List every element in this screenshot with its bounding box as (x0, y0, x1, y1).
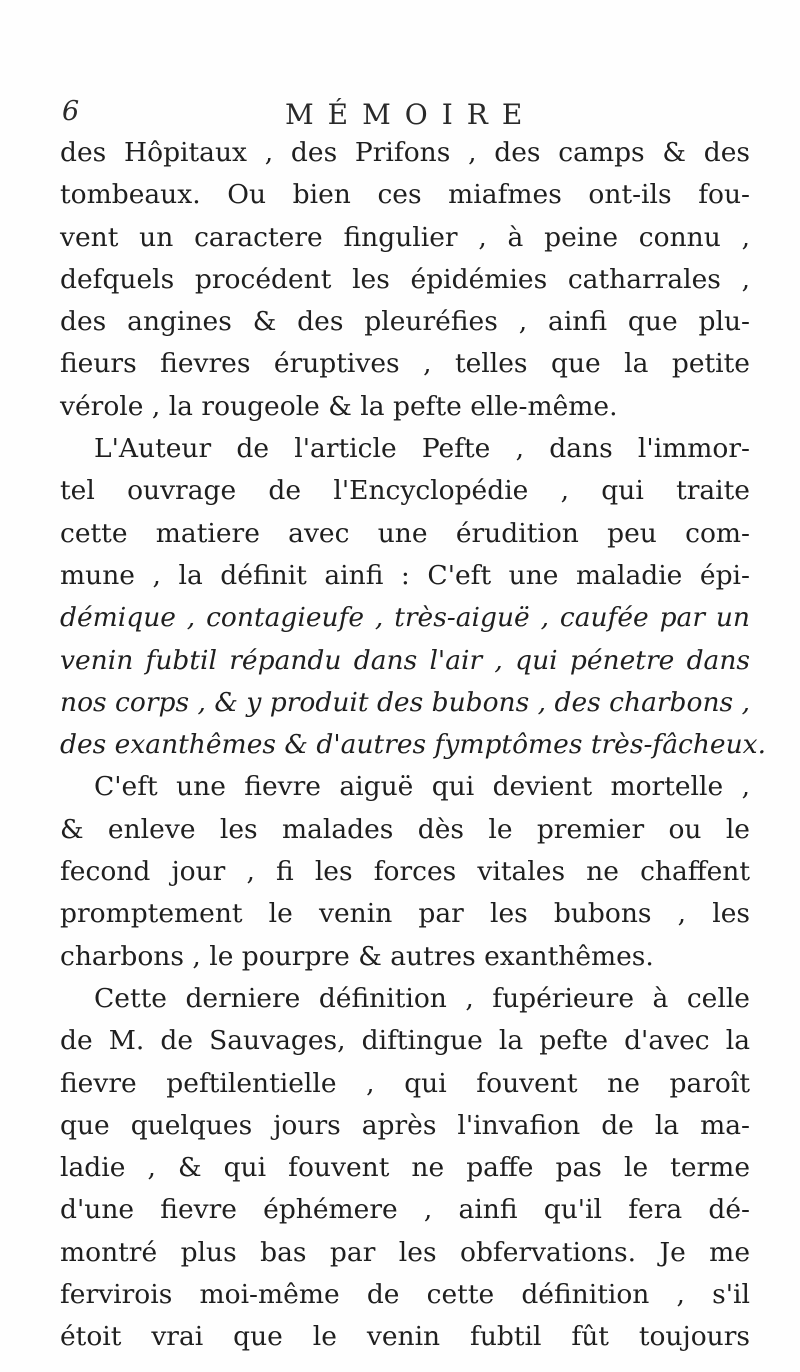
text-line: fervirois moi-même de cette définition , s'il (60, 1279, 750, 1311)
text-line: & enleve les malades dès le premier ou le (60, 813, 750, 845)
text-line: fecond jour , fi les forces vitales ne chaffent (60, 856, 750, 888)
text-line: tombeaux. Ou bien ces miafmes ont-ils fou- (60, 179, 750, 211)
text-line: étoit vrai que le venin fubtil fût toujours (60, 1321, 750, 1353)
text-line: venin fubtil répandu dans l'air , qui pénetre dans (60, 644, 750, 676)
text-line: des exanthêmes & d'autres fymptômes très-fâcheux. (60, 729, 767, 761)
text-line: que quelques jours après l'invafion de la ma- (60, 1109, 750, 1141)
body-text (60, 132, 767, 1359)
text-line: defquels procédent les épidémies catharrales , (60, 263, 750, 295)
text-line: tel ouvrage de l'Encyclopédie , qui traite (60, 475, 750, 507)
text-line: ladie , & qui fouvent ne paffe pas le terme (60, 1152, 750, 1184)
running-title: MÉMOIRE (285, 98, 537, 131)
text-line: Cette derniere définition , fupérieure à celle (94, 982, 750, 1014)
page-number: 6 (62, 96, 80, 127)
text-line: nos corps , & y produit des bubons , des charbons , (60, 686, 750, 718)
text-line: vent un caractere fingulier , à peine connu , (60, 221, 750, 253)
text-line: fievre peftilentielle , qui fouvent ne paroît (60, 1067, 750, 1099)
text-line: des angines & des pleuréfies , ainfi que plu- (60, 306, 750, 338)
text-line: fieurs fievres éruptives , telles que la petite (60, 348, 750, 380)
text-line: C'eft une fievre aiguë qui devient mortelle , (94, 771, 750, 803)
text-line: cette matiere avec une érudition peu com- (60, 517, 750, 549)
text-line: L'Auteur de l'article Pefte , dans l'immor- (94, 433, 750, 465)
text-line: des Hôpitaux , des Prifons , des camps & des (60, 137, 750, 168)
text-line: mune , la définit ainfi : C'eft une maladie épi- (60, 559, 750, 591)
text-line: d'une fievre éphémere , ainfi qu'il fera dé- (60, 1194, 750, 1226)
text-line: démique , contagieufe , très-aiguë , caufée par un (60, 602, 750, 634)
text-line: de M. de Sauvages, diftingue la pefte d'avec la (60, 1025, 750, 1057)
text-line: promptement le venin par les bubons , les (60, 898, 750, 930)
text-line: charbons , le pourpre & autres exanthêmes. (60, 940, 654, 972)
text-line: vérole , la rougeole & la pefte elle-même. (60, 390, 618, 422)
text-line: montré plus bas par les obfervations. Je me (60, 1236, 750, 1268)
